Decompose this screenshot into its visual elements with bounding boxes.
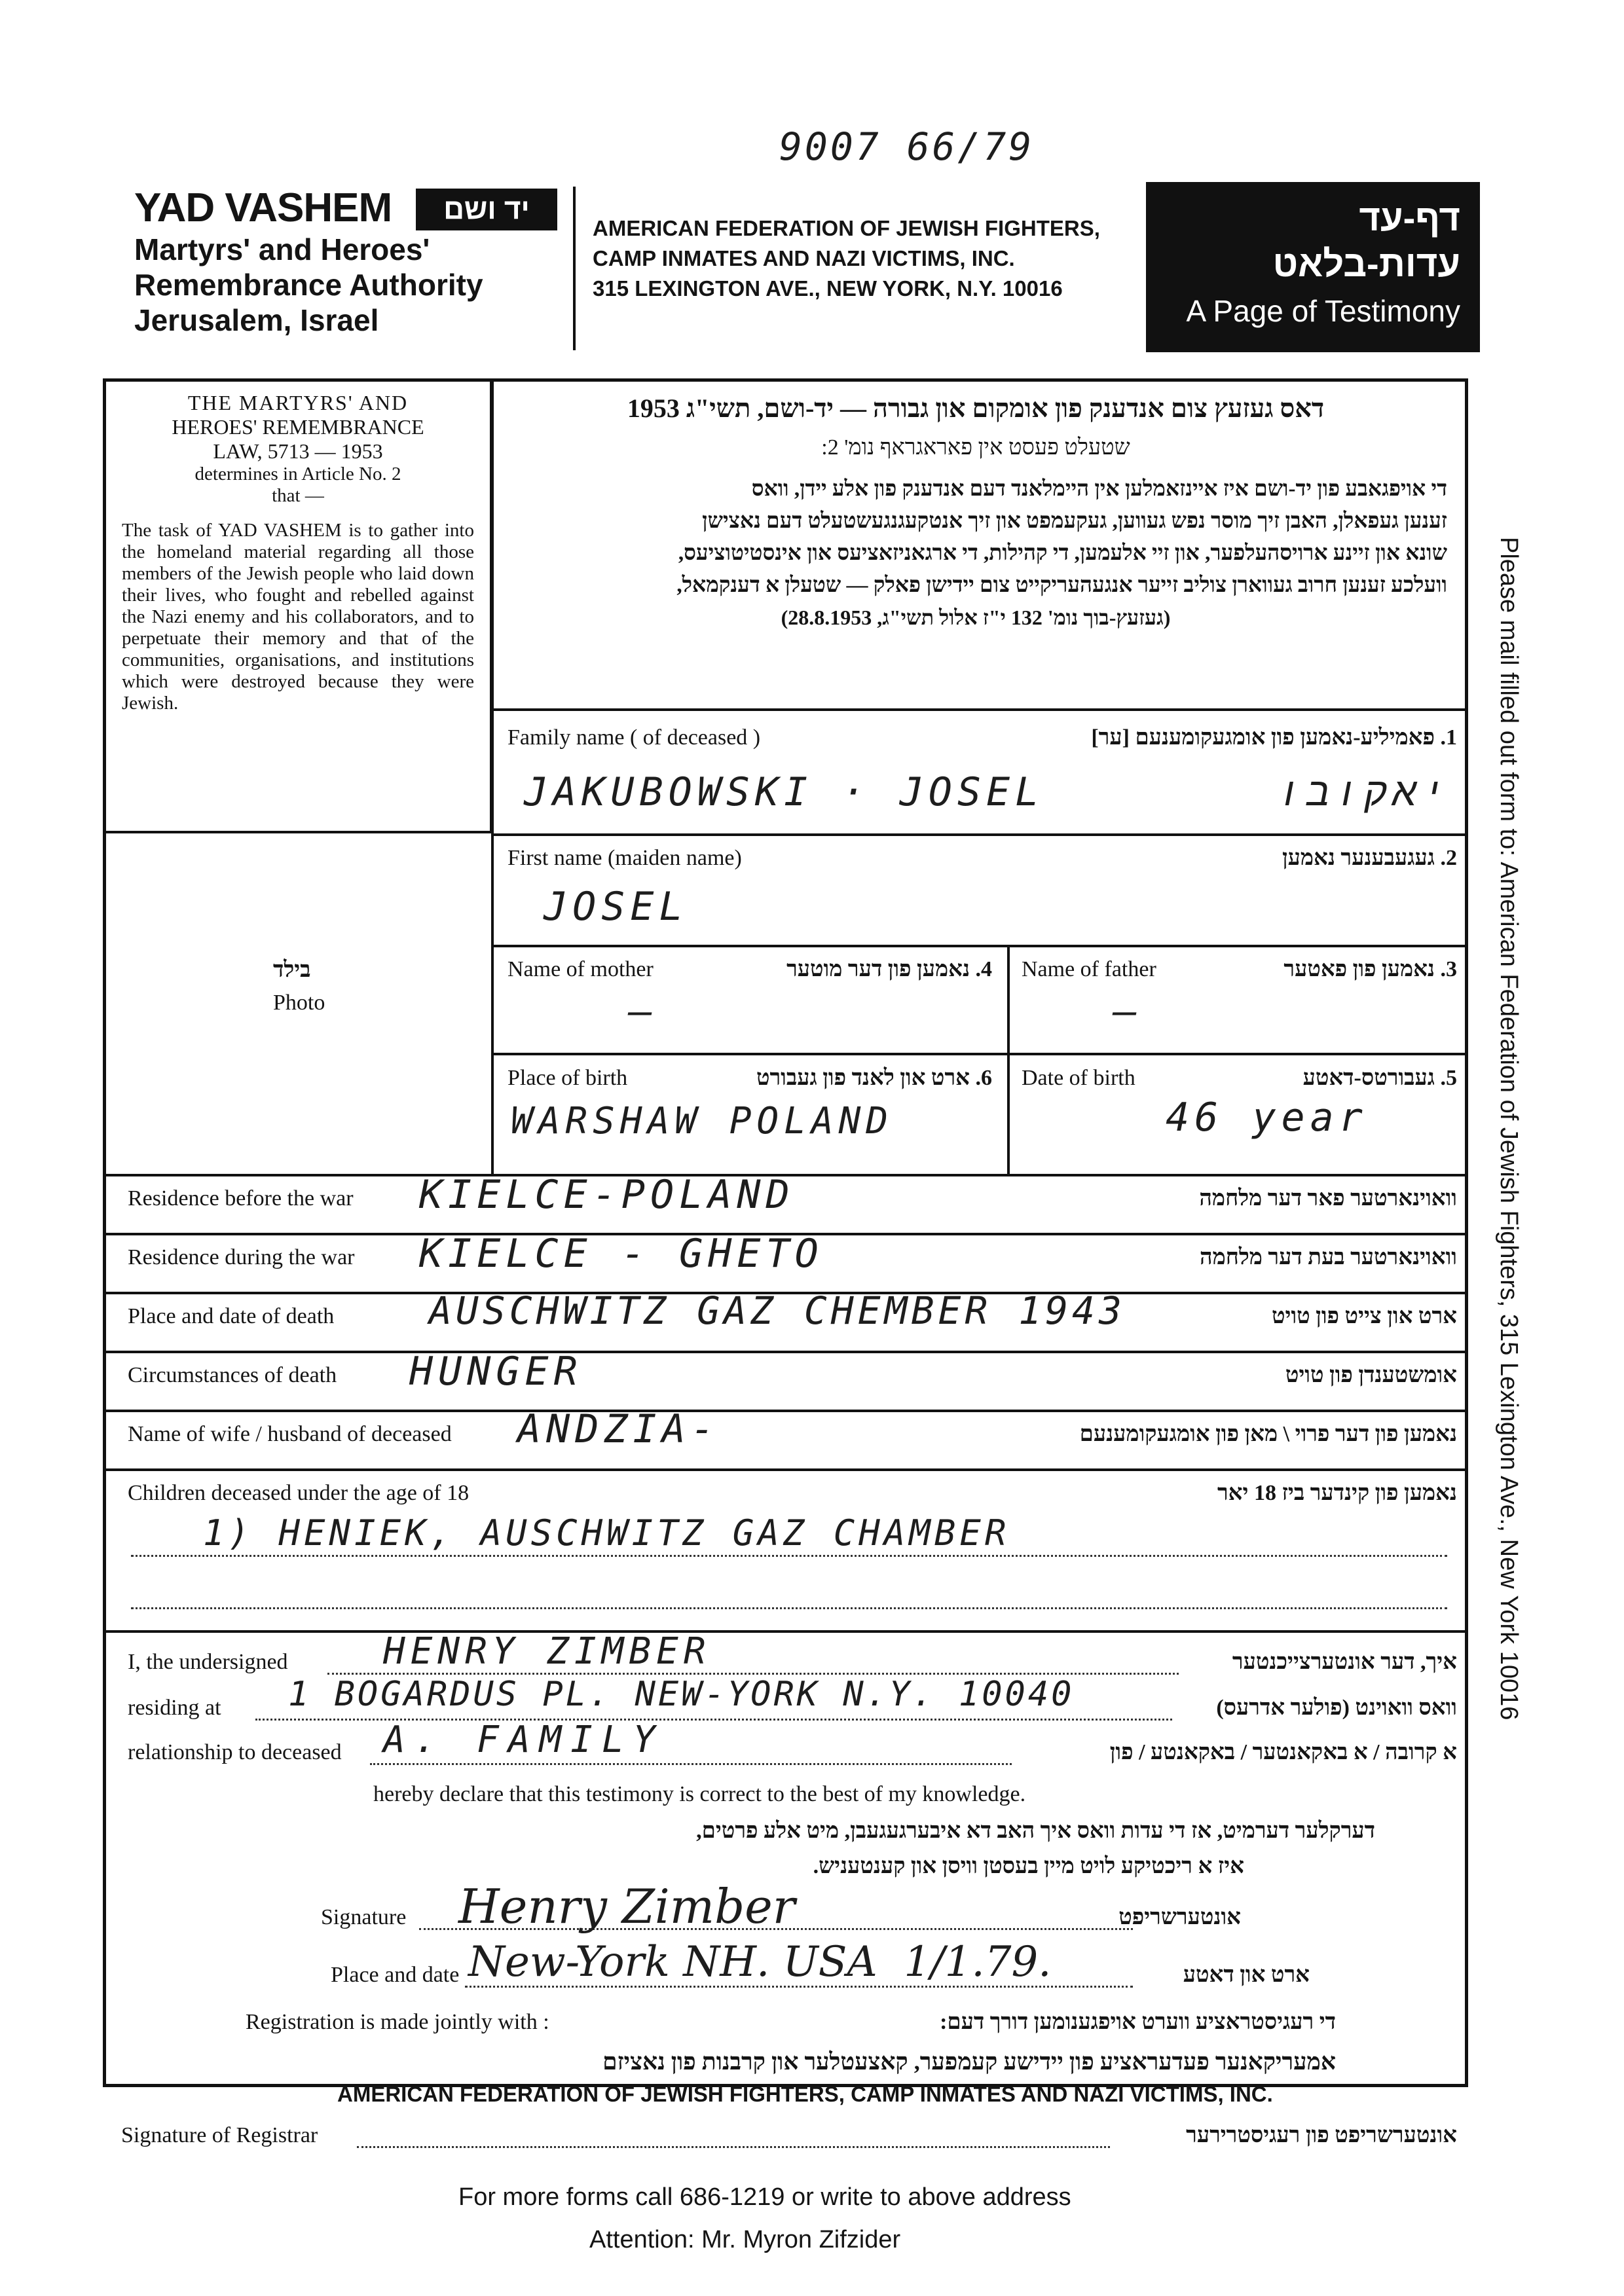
registration-label: Registration is made jointly with : <box>246 2010 549 2034</box>
declaration-statement-hebrew-2: איז א ריכטיקע לויט מיין בעסטן וויסן און קענטעניש. <box>813 1854 1244 1878</box>
residing-label-hebrew: וואס וואוינט (פולער אדרעס) <box>1216 1696 1457 1720</box>
org-line-3: Jerusalem, Israel <box>134 303 379 337</box>
residence-during-label-hebrew: וואוינארטער בעת דער מלחמה <box>1200 1245 1457 1269</box>
parents-divider <box>1007 945 1010 1174</box>
first-name-label-hebrew: 2. געגעבענער נאמען <box>1282 846 1457 870</box>
federation-header <box>593 216 1100 301</box>
fed-line-2: CAMP INMATES AND NAZI VICTIMS, INC. <box>593 246 1015 270</box>
family-name-value[interactable]: JAKUBOWSKI · JOSEL <box>524 769 1044 815</box>
children-value[interactable]: 1) HENIEK, AUSCHWITZ GAZ CHAMBER <box>203 1512 1010 1554</box>
spouse-label: Name of wife / husband of deceased <box>128 1422 452 1446</box>
father-label-hebrew: 3. נאמען פון פאטער <box>1283 957 1457 981</box>
children-dotted-line-1 <box>131 1555 1447 1557</box>
residence-before-label-hebrew: וואוינארטער פאר דער מלחמה <box>1199 1186 1457 1211</box>
relationship-value[interactable]: A. FAMILY <box>383 1719 665 1761</box>
death-place-label-hebrew: ארט און צייט פון טויט <box>1272 1304 1457 1328</box>
footer-forms-line: For more forms call 686-1219 or write to above address <box>458 2183 1071 2211</box>
children-top-rule <box>106 1468 1466 1471</box>
circumstances-top-rule <box>106 1351 1466 1353</box>
undersigned-value[interactable]: HENRY ZIMBER <box>383 1630 711 1673</box>
yiddish-line-4: וועלכע זענען חרוב געווארן צוליב זייער אנגעהעריקייט צום יידישן פאלק — שטעלן א דענקמאל, <box>676 574 1447 597</box>
family-name-value-hebrew[interactable]: יאקובו <box>1277 769 1450 815</box>
father-value[interactable]: — <box>1113 989 1143 1034</box>
relationship-label: relationship to deceased <box>128 1740 342 1764</box>
first-name-label: First name (maiden name) <box>507 846 742 870</box>
registrar-label: Signature of Registrar <box>121 2123 318 2147</box>
footer-attention-line: Attention: Mr. Myron Zifzider <box>589 2226 901 2253</box>
father-label: Name of father <box>1022 957 1156 981</box>
birth-date-label: Date of birth <box>1022 1066 1135 1090</box>
yiddish-line-1: די אויפגאבע פון יד-ושם איז איינזאמלען אין היימלאנד דעם אנדענק פון אלע יידן, וואס <box>751 477 1447 501</box>
birth-date-label-hebrew: 5. געבורטס-דאטע <box>1302 1066 1457 1090</box>
relationship-label-hebrew: א קרובה / א באקאנטער / באקאנטע / פון <box>1109 1740 1457 1764</box>
law-title-2: HEROES' REMEMBRANCE <box>172 415 424 439</box>
photo-label-english: Photo <box>273 991 325 1015</box>
first-name-top-rule <box>491 833 1466 836</box>
org-hebrew-logo <box>416 189 557 230</box>
testimony-hebrew-2: עדות-בלאט <box>1272 243 1460 284</box>
signature-value[interactable]: Henry Zimber <box>458 1879 796 1934</box>
spouse-value[interactable]: ANDZIA- <box>517 1406 720 1452</box>
testimony-badge <box>1146 182 1480 352</box>
spouse-top-rule <box>106 1410 1466 1412</box>
death-place-value[interactable]: AUSCHWITZ GAZ CHEMBER 1943 <box>429 1288 1126 1333</box>
children-label: Children deceased under the age of 18 <box>128 1481 470 1505</box>
federation-name-hebrew: אמעריקאנער פעדעראציע פון יידישע קעמפער, קאצעטלער און קרבנות פון נאציזם <box>602 2049 1336 2075</box>
children-label-hebrew: נאמען פון קינדער ביז 18 יאר <box>1217 1481 1457 1505</box>
law-text: The task of YAD VASHEM is to gather into the homeland material regarding all those members of the Jewish people who laid down their lives, who fought and rebelled against the Nazi enemy and his collaborators, and to perpetuate their memory and that of the communities, organisations, and institutions which were destroyed because they were Jewish. <box>122 520 474 714</box>
yiddish-line-5: (געזעץ-בוך נומ' 132 י"ז אלול תשי"ג, 28.8.1953) <box>781 606 1171 629</box>
mailing-instructions-text: Please mail filled out form to: American Federation of Jewish Fighters, 315 Lexington Ave., New York 10016 <box>1495 537 1522 1721</box>
yiddish-title: דאס געזעץ צום אנדענק פון אומקום און גבורה — יד-ושם, תשי"ג 1953 <box>627 393 1325 423</box>
org-hebrew-text: יד ושם <box>443 193 530 225</box>
first-name-value[interactable]: JOSEL <box>544 884 688 930</box>
testimony-english: A Page of Testimony <box>1186 294 1460 328</box>
photo-label-hebrew: בילד <box>273 958 311 982</box>
law-title-5: that — <box>272 485 324 506</box>
place-date-label-hebrew: ארט און דאטע <box>1183 1963 1310 1987</box>
signature-label: Signature <box>321 1905 407 1929</box>
yiddish-subtitle: שטעלט פעסט אין פאראגראף נומ' 2: <box>821 435 1130 460</box>
family-name-label: Family name ( of deceased ) <box>507 725 761 750</box>
circumstances-value[interactable]: HUNGER <box>409 1349 583 1394</box>
parents-top-rule <box>491 945 1466 947</box>
residence-during-label: Residence during the war <box>128 1245 355 1269</box>
photo-area <box>106 833 492 1174</box>
declaration-statement-hebrew-1: דערקלער דערמיט, אז די עדות וואס איך האב דא איבערגעגעבן, מיט אלע פרטים, <box>696 1819 1375 1843</box>
undersigned-label-hebrew: איך, דער אונטערצייכנטער <box>1232 1650 1457 1674</box>
circumstances-label-hebrew: אומשטענדן פון טויט <box>1285 1363 1457 1387</box>
registrar-dotted-line <box>357 2146 1110 2148</box>
mother-label-hebrew: 4. נאמען פון דער מוטער <box>786 957 992 981</box>
law-title-1: THE MARTYRS' AND <box>187 391 409 414</box>
org-name: YAD VASHEM <box>134 185 392 230</box>
law-title-3: LAW, 5713 — 1953 <box>213 439 383 463</box>
yiddish-line-2: זענען געפאלן, האבן זיך מוסר נפש געווען, געקעמפט און זיך אנטקעגנגעשטעלט דעם נאצישן <box>702 509 1447 533</box>
residence-before-value[interactable]: KIELCE-POLAND <box>419 1172 795 1218</box>
spouse-label-hebrew: נאמען פון דער פרוי \ מאן פון אומגעקומענעם <box>1079 1422 1457 1446</box>
family-name-label-hebrew: 1. פאמיליע-נאמען פון אומגעקומענעם [ער] <box>1091 725 1457 750</box>
birth-top-rule <box>491 1053 1466 1055</box>
mother-value[interactable]: — <box>629 989 658 1034</box>
header-divider <box>573 187 576 350</box>
children-dotted-line-2 <box>131 1607 1447 1609</box>
mailing-instructions <box>1490 537 1529 1892</box>
relationship-dotted-line <box>370 1763 1012 1765</box>
undersigned-label: I, the undersigned <box>128 1650 288 1674</box>
registrar-label-hebrew: אונטערשריפט פון רעגיסטרירער <box>1186 2123 1457 2147</box>
signature-label-hebrew: אונטערשריפט <box>1118 1905 1241 1929</box>
yad-vashem-header <box>134 185 560 355</box>
birth-date-value[interactable]: 46 year <box>1166 1095 1368 1140</box>
birth-place-label: Place of birth <box>507 1066 628 1090</box>
death-place-label: Place and date of death <box>128 1304 335 1328</box>
circumstances-label: Circumstances of death <box>128 1363 337 1387</box>
testimony-hebrew-1: דף-עד <box>1359 197 1460 238</box>
residing-label: residing at <box>128 1696 221 1720</box>
federation-name-english: AMERICAN FEDERATION OF JEWISH FIGHTERS, CAMP INMATES AND NAZI VICTIMS, INC. <box>337 2082 1273 2106</box>
place-date-value[interactable]: New-York NH. USA 1/1.79. <box>468 1938 1052 1986</box>
fed-line-1: AMERICAN FEDERATION OF JEWISH FIGHTERS, <box>593 216 1100 240</box>
residence-before-label: Residence before the war <box>128 1186 354 1211</box>
yiddish-line-3: שונא און זיינע ארויסהעלפער, און זיי אלעמען, די קהילות, די ארגאניזאציעס און אינסטיטוציעס, <box>678 541 1447 565</box>
mother-label: Name of mother <box>507 957 654 981</box>
declaration-statement: hereby declare that this testimony is correct to the best of my knowledge. <box>373 1782 1026 1806</box>
registration-label-hebrew: די רעגיסטראציע ווערט אויפגענומען דורך דעם: <box>940 2010 1336 2034</box>
family-name-top-rule <box>491 708 1466 711</box>
residing-value[interactable]: 1 BOGARDUS PL. NEW-YORK N.Y. 10040 <box>288 1675 1075 1714</box>
law-title-4: determines in Article No. 2 <box>194 464 401 484</box>
residence-during-value[interactable]: KIELCE - GHETO <box>419 1231 824 1277</box>
org-line-2: Remembrance Authority <box>134 268 483 302</box>
birth-place-value[interactable]: WARSHAW POLAND <box>511 1100 894 1142</box>
birth-place-label-hebrew: 6. ארט און לאנד פון געבורט <box>756 1066 992 1090</box>
org-line-1: Martyrs' and Heroes' <box>134 232 430 266</box>
declaration-top-rule <box>106 1630 1466 1633</box>
law-box <box>106 382 492 833</box>
fed-line-3: 315 LEXINGTON AVE., NEW YORK, N.Y. 10016 <box>593 276 1063 301</box>
yiddish-intro <box>504 393 1447 707</box>
file-number: 9007 66/79 <box>779 124 1035 169</box>
place-date-label: Place and date <box>331 1963 460 1987</box>
